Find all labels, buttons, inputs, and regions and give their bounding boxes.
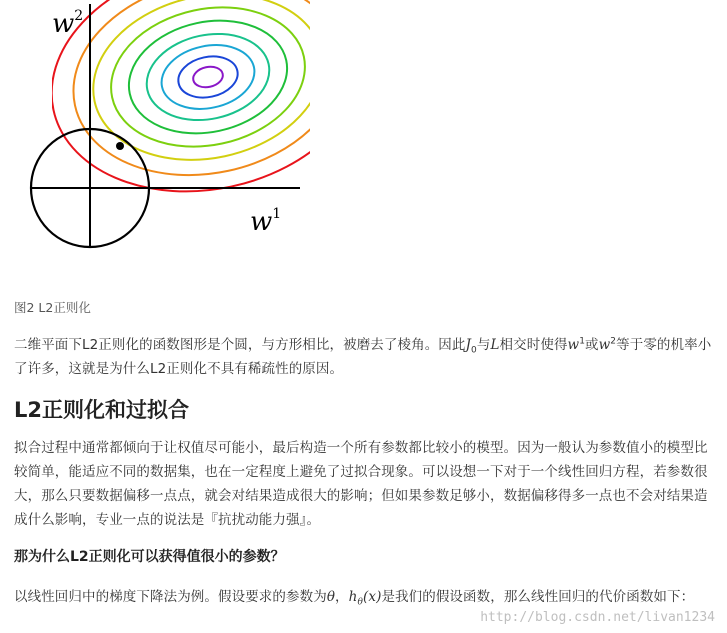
- section-heading-l2-overfitting: L2正则化和过拟合: [14, 398, 189, 422]
- paragraph-l2-geometry: 二维平面下L2正则化的函数图形是个圆，与方形相比，被磨去了棱角。因此$J_0$与L相交时使得$w^1$或$w^2$等于零的机率小了许多，这就是为什么L2正则化不具有稀疏性的原因。: [14, 336, 712, 377]
- contour-ring-7: [156, 37, 261, 117]
- subheading-why-small-params: 那为什么L2正则化可以获得值很小的参数？: [14, 549, 285, 565]
- contour-ring-5: [118, 7, 297, 148]
- tangent-point: [116, 142, 124, 150]
- w2-label-base: w: [52, 9, 75, 39]
- contour-ring-9: [191, 64, 225, 90]
- contour-ring-8: [174, 51, 241, 103]
- csdn-watermark: http://blog.csdn.net/livan1234: [480, 610, 715, 625]
- w1-axis-label: [250, 206, 281, 237]
- w2-axis-label: [52, 8, 83, 39]
- w2-label-sup: 2: [74, 8, 84, 24]
- figure-caption: 图2 L2正则化: [14, 300, 91, 315]
- l2-regularization-figure: [0, 0, 310, 250]
- paragraph-gradient-descent: 以线性回归中的梯度下降法为例。假设要求的参数为θ，$h_\theta(x)$是我们的假设函数，那么线性回归的代价函数如下：: [14, 589, 695, 608]
- w1-label-sup: 1: [272, 206, 282, 222]
- paragraph-overfitting: 拟合过程中通常都倾向于让权值尽可能小，最后构造一个所有参数都比较小的模型。因为一般认为参数值小的模型比较简单，能适应不同的数据集，也在一定程度上避免了过拟合现象。可以设想一下对于一个线性回归方程，若参数很大，那么只要数据偏移一点点，就会对结果造成很大的影响；但如果参数足够小，数据偏移得多一点也不会对结果造成什么影响，专业一点的说法是『抗扰动能力强』。: [14, 440, 708, 528]
- w1-label-base: w: [250, 207, 273, 237]
